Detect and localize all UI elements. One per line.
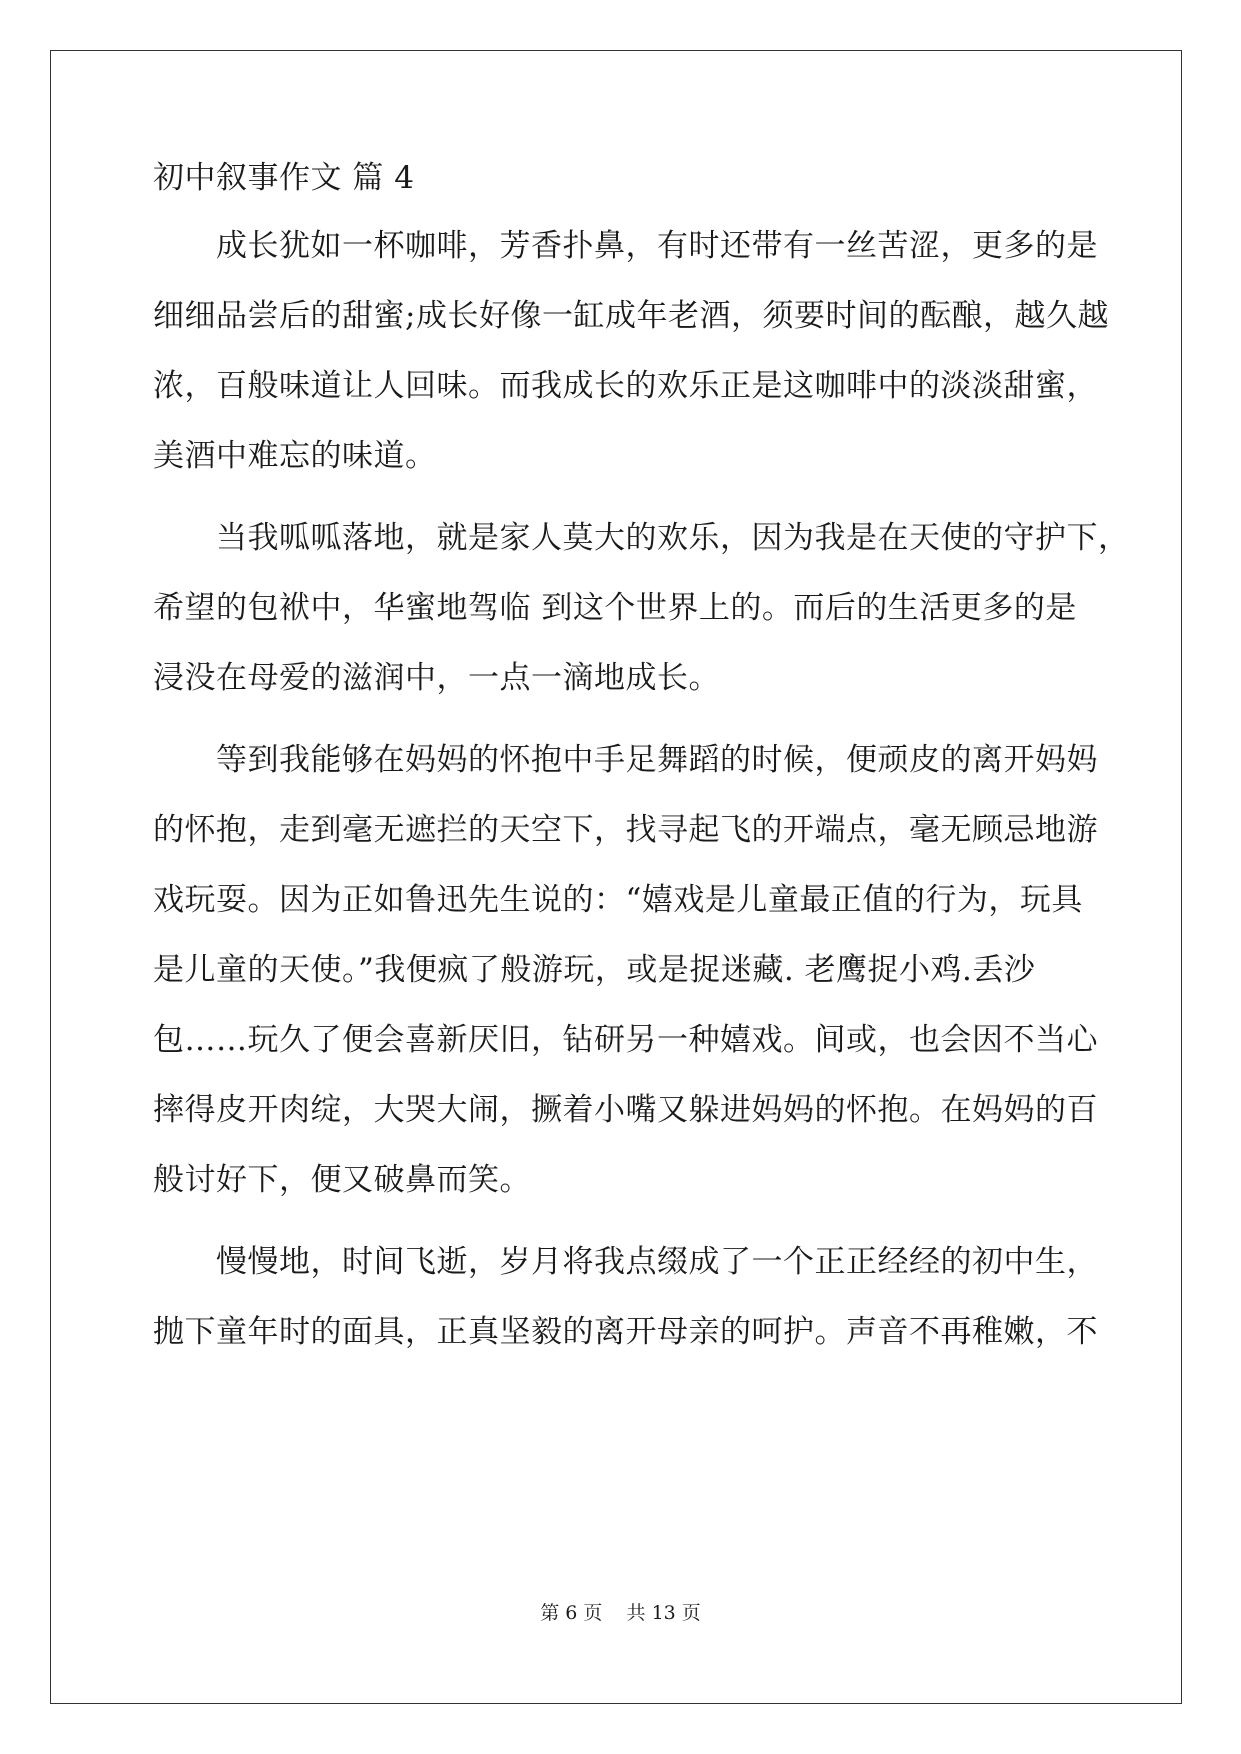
- paragraph-line: 美酒中难忘的味道。: [153, 438, 437, 474]
- document-title: 初中叙事作文 篇 4: [153, 160, 415, 196]
- paragraph-line: 包……玩久了便会喜新厌旧，钻研另一种嬉戏。间或，也会因不当心: [153, 1022, 1098, 1058]
- paragraph-line: 细细品尝后的甜蜜;成长好像一缸成年老酒，须要时间的酝酿，越久越: [153, 298, 1109, 334]
- paragraph-line: 般讨好下，便又破鼻而笑。: [153, 1162, 531, 1198]
- paragraph-line: 是儿童的天使。”我便疯了般游玩，或是捉迷藏. 老鹰捉小鸡.丢沙: [153, 952, 1036, 988]
- paragraph-line: 浓，百般味道让人回味。而我成长的欢乐正是这咖啡中的淡淡甜蜜，: [153, 368, 1098, 404]
- total-pages: 共 13 页: [626, 1602, 701, 1624]
- paragraph-line: 浸没在母爱的滋润中，一点一滴地成长。: [153, 660, 720, 696]
- paragraph-line: 摔得皮开肉绽，大哭大闹，撅着小嘴又躲进妈妈的怀抱。在妈妈的百: [153, 1092, 1098, 1128]
- paragraph-line: 的怀抱，走到毫无遮拦的天空下，找寻起飞的开端点，毫无顾忌地游: [153, 812, 1098, 848]
- paragraph-line: 戏玩耍。因为正如鲁迅先生说的：“嬉戏是儿童最正值的行为，玩具: [153, 882, 1083, 918]
- paragraph-line: 抛下童年时的面具，正真坚毅的离开母亲的呵护。声音不再稚嫩，不: [153, 1314, 1098, 1350]
- paragraph-line: 等到我能够在妈妈的怀抱中手足舞蹈的时候，便顽皮的离开妈妈: [216, 742, 1098, 778]
- paragraph-line: 成长犹如一杯咖啡，芳香扑鼻，有时还带有一丝苦涩，更多的是: [216, 228, 1098, 264]
- page-footer: [0, 1601, 1241, 1625]
- paragraph-line: 希望的包袱中，华蜜地驾临 到这个世界上的。而后的生活更多的是: [153, 590, 1077, 626]
- page-number: 第 6 页: [540, 1602, 603, 1624]
- paragraph-line: 当我呱呱落地，就是家人莫大的欢乐，因为我是在天使的守护下，: [216, 520, 1130, 556]
- paragraph-line: 慢慢地，时间飞逝，岁月将我点缀成了一个正正经经的初中生，: [216, 1244, 1098, 1280]
